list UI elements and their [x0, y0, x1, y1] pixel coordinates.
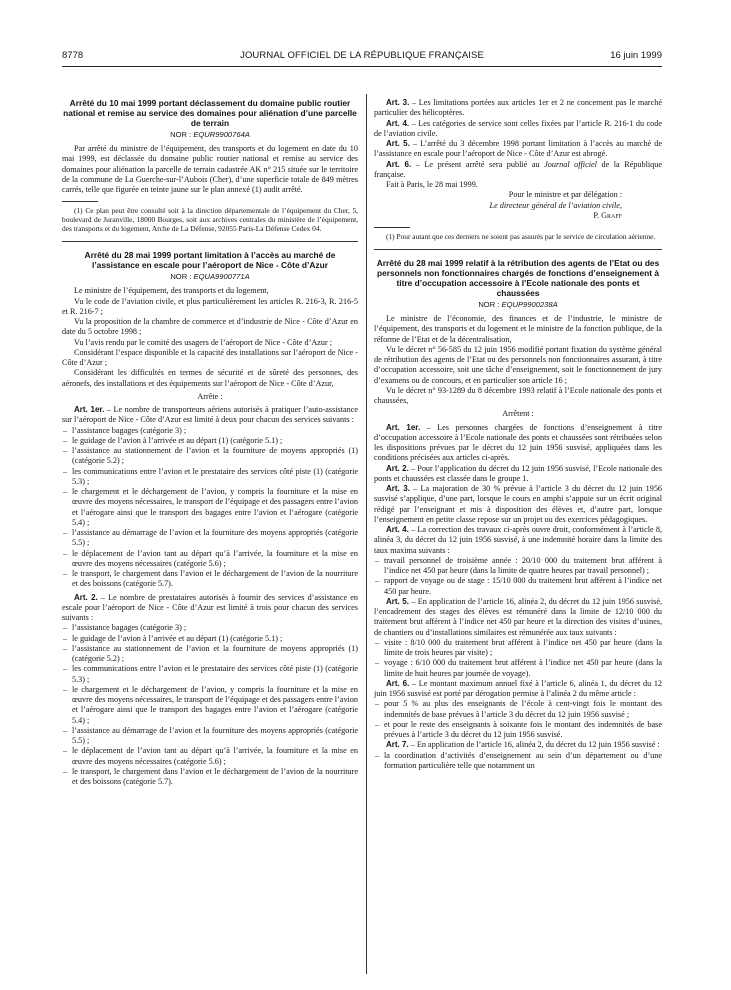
article-1: Art. 1er. – Les personnes chargées de fonctions d’enseignement à titre d’occupation accessoire à l’Ecole nationale des ponts et chaussées sont rétribuées selon les dispositions prévues par le décret du 12 juin 1956 susvisé, appliquées dans les conditions précisées aux articles ci-après.: [374, 422, 662, 463]
list-item: – les communications entre l’avion et le prestataire des services côté piste (1) (catégorie 5.3) ;: [72, 467, 358, 488]
list-item: – le chargement et le déchargement de l’avion, y compris la fourniture et la mise en œuvre des moyens nécessaires, le transport de l’équipage et des passagers entre l’avion et l’aérogare ainsi que le transport des bagages entre l’avion et l’aérogare (catégorie 5.4) ;: [72, 685, 358, 726]
page-number: 8778: [62, 50, 84, 61]
article-6: Art. 6. – Le montant maximum annuel fixé à l’article 6, alinéa 1, du décret du 12 juin 1956 susvisé est porté par dérogation permise à l’alinéa 2 du même article :: [374, 678, 663, 698]
nor-code: EQUR9900764A: [193, 130, 250, 139]
article-label: Art. 4.: [386, 525, 409, 534]
footnote: (1) Ce plan peut être consulté soit à la direction départementale de l’équipement du Cher, 5, boulevard de Juranville, 18000 Bourges, soit aux archives centrales du ministère de l’équipement, des transports et du logement, Arche de La Défense, 92055 Paris-La Défense Cedex 04.: [62, 206, 358, 234]
rate-list: [374, 556, 662, 597]
list-item: – le déplacement de l’avion tant au départ qu’à l’arrivée, la fourniture et la mise en œuvre des moyens nécessaires (catégorie 5.6) ;: [72, 746, 358, 767]
article-5: Art. 5. – L’arrêté du 3 décembre 1998 portant limitation à l’accès au marché de l’assistance en escale pour l’aéroport de Nice - Côte d’Azur est abrogé.: [374, 139, 663, 159]
right-column: [374, 98, 662, 771]
service-list: [62, 623, 358, 787]
nor-reference: NOR : EQUR9900764A: [170, 130, 250, 139]
header-rule: [62, 66, 662, 67]
article-label: Art. 6.: [386, 678, 410, 688]
nor-code: EQUA9900771A: [193, 272, 250, 282]
list-item: – l’assistance bagages (catégorie 3) ;: [72, 426, 358, 436]
article-2: Art. 2. – Pour l’application du décret du 12 juin 1956 susvisé, l’Ecole nationale des ponts et chaussées est classée dans le groupe 1.: [374, 463, 663, 483]
rate-list: [374, 751, 662, 772]
list-item: – rapport de voyage ou de stage : 15/10 000 du traitement brut afférent à l’indice net 450 par heure.: [384, 576, 662, 597]
article-label: Art. 3.: [386, 98, 410, 107]
nor-reference: NOR : EQUA9900771A: [170, 272, 250, 282]
visa: Vu l’avis rendu par le comité des usagers de l’aéroport de Nice - Côte d’Azur ;: [74, 337, 333, 347]
list-item: – le guidage de l’avion à l’arrivée et au départ (1) (catégorie 5.1) ;: [72, 436, 358, 446]
article-7: Art. 7. – En application de l’article 16, alinéa 2, du décret du 12 juin 1956 susvisé :: [386, 740, 660, 750]
preamble: Le ministre de l’économie, des finances et de l’industrie, le ministre de l’équipement, des transports et du logement et le ministre de la fonction publique, de la réforme de l’Etat et de la décentralisation,: [374, 314, 662, 344]
nor-code: EQUP9900238A: [501, 300, 558, 309]
decree-title: Arrêté du 28 mai 1999 portant limitation à l’accès au marché de l’assistance en escale pour l’aéroport de Nice - Côte d’Azur: [84, 250, 336, 271]
decree-title: Arrêté du 10 mai 1999 portant déclassement du domaine public routier national et remise au service des domaines pour aliénation d’une parcelle de terrain: [63, 98, 357, 128]
article-label: Art. 2.: [74, 592, 98, 602]
decree-nice-airport-continued: [374, 98, 662, 241]
list-item: – le chargement et le déchargement de l’avion, y compris la fourniture et la mise en œuvre des moyens nécessaires, le transport de l’équipage et des passagers entre l’avion et l’aérogare ainsi que le transport des bagages entre l’avion et l’aérogare (catégorie 5.4) ;: [72, 487, 358, 528]
preamble: Le ministre de l’équipement, des transports et du logement,: [74, 286, 269, 296]
list-item: – le guidage de l’avion à l’arrivée et au départ (1) (catégorie 5.1) ;: [72, 634, 358, 644]
footnote: (1) Pour autant que ces derniers ne soient pas assurés par le service de circulation aérienne.: [386, 232, 656, 241]
list-item: – l’assistance au stationnement de l’avion et la fourniture de moyens appropriés (1) (catégorie 5.2) ;: [72, 644, 358, 665]
article-label: Art. 5.: [386, 139, 410, 148]
journal-title: JOURNAL OFFICIEL DE LA RÉPUBLIQUE FRANÇAISE: [240, 50, 484, 61]
arrete-heading: Arrête :: [197, 391, 223, 401]
list-item: – l’assistance au démarrage de l’avion et la fourniture des moyens appropriés (catégorie 5.5) ;: [72, 528, 358, 549]
decree-domaine: [62, 98, 358, 233]
list-item: – l’assistance bagages (catégorie 3) ;: [72, 623, 358, 633]
article-3: Art. 3. – La majoration de 30 % prévue à l’article 3 du décret du 12 juin 1956 susvisé s’applique, d’une part, lorsque le cours en amphi s’appuie sur un écrit original rédigé par l’enseignant et mis à disposition des élèves et, d’autre part, lorsque l’enseignement en petite classe repose sur un projet ou des exercices pédagogiques.: [374, 484, 663, 524]
article-separator: [374, 249, 662, 250]
list-item: – l’assistance au démarrage de l’avion et la fourniture des moyens appropriés (catégorie 5.5) ;: [72, 726, 358, 747]
article-label: Art. 2.: [386, 463, 409, 473]
signature-date: Fait à Paris, le 28 mai 1999.: [386, 180, 478, 189]
considerant: Considérant l’espace disponible et la capacité des installations sur l’aéroport de Nice - Côte d’Azur ;: [62, 347, 358, 367]
article-label: Art. 3.: [386, 484, 410, 493]
article-2: Art. 2. – Le nombre de prestataires autorisés à fournir des services d’assistance en escale pour l’aéroport de Nice - Côte d’Azur est limité à trois pour chacun des services suivants :: [62, 592, 358, 622]
article-label: Art. 4.: [386, 118, 410, 128]
article-label: Art. 7.: [386, 740, 409, 750]
list-item: – la coordination d’activités d’enseignement au sein d’un département ou d’une formation particulière telle que notamment un: [384, 751, 662, 772]
footnote-rule: [374, 227, 410, 228]
article-6: Art. 6. – Le présent arrêté sera publié au Journal officiel de la République française.: [374, 159, 662, 179]
rate-list: [374, 699, 662, 740]
left-column: [62, 98, 358, 787]
service-list: [62, 426, 358, 590]
article-separator: [62, 241, 358, 242]
article-5: Art. 5. – En application de l’article 16, alinéa 2, du décret du 12 juin 1956 susvisé, l’encadrement des stages des élèves est rémunéré dans la limite de 12/10 000 du traitement brut afférent à l’indice net 450 par heure et la direction des visites d’usines, de chantiers ou d’installations similaires est rémunérée aux taux suivants :: [374, 596, 663, 637]
rate-list: [374, 638, 662, 679]
list-item: – et pour le reste des enseignants à soixante fois le montant des indemnités de base prévues à l’article 3 du décret du 12 juin 1956 susvisé.: [384, 720, 662, 741]
arretent-heading: Arrêtent :: [502, 409, 534, 419]
visa: Vu la proposition de la chambre de commerce et d’industrie de Nice - Côte d’Azur en date du 5 octobre 1998 ;: [62, 317, 358, 337]
article-label: Art. 1er.: [386, 422, 421, 432]
list-item: – le déplacement de l’avion tant au départ qu’à l’arrivée, la fourniture et la mise en œuvre des moyens nécessaires (catégorie 5.6) ;: [72, 549, 358, 570]
article-3: Art. 3. – Les limitations portées aux articles 1er et 2 ne concernent pas le marché particulier des hélicoptères.: [374, 98, 662, 118]
article-4: Art. 4. – La correction des travaux ci-après ouvre droit, conformément à l’article 8, alinéa 3, du décret du 12 juin 1956 susvisé, à une indemnité horaire dans la limite des taux maxima suivants :: [374, 525, 662, 555]
article-label: Art. 6.: [386, 159, 412, 169]
journal-name: Journal officiel: [544, 159, 597, 169]
list-item: – visite : 8/10 000 du traitement brut afférent à l’indice net 450 par heure (dans la limite de trois heures par visite) ;: [384, 638, 662, 659]
list-item: – voyage : 6/10 000 du traitement brut afférent à l’indice net 450 par heure (dans la limite de huit heures par journée de voyage).: [384, 658, 662, 679]
article-4: Art. 4. – Les catégories de service sont celles fixées par l’article R. 216-1 du code de l’aviation civile.: [374, 118, 663, 138]
footnote-rule: [62, 201, 98, 202]
page-header: [62, 50, 662, 64]
decree-nice-airport: [62, 250, 358, 787]
column-divider: [366, 94, 367, 974]
article-label: Art. 1er.: [74, 405, 105, 414]
decree-ponts-chaussees: [374, 258, 662, 771]
list-item: – pour 5 % au plus des enseignants de l’école à cent-vingt fois le montant des indemnités de base prévues à l’article 3 du décret du 12 juin 1956 susvisé ;: [384, 699, 662, 720]
list-item: – l’assistance au stationnement de l’avion et la fourniture de moyens appropriés (1) (catégorie 5.2) ;: [72, 446, 358, 467]
visa: Vu le décret n° 56-585 du 12 juin 1956 modifié portant fixation du système général de rétribution des agents de l’Etat ou des personnels non fonctionnaires assurant, à titre d’occupation accessoire, soit une tâche d’enseignement, soit le fonctionnement de jury d’examens ou de concours, et en particulier son article 16 ;: [374, 344, 662, 385]
list-item: – le transport, le chargement dans l’avion et le déchargement de l’avion de la nourriture et des boissons (catégorie 5.7).: [72, 569, 358, 590]
visa: Vu le code de l’aviation civile, et plus particulièrement les articles R. 216-3, R. 216-5 et R. 216-7 ;: [62, 296, 358, 316]
issue-date: 16 juin 1999: [610, 50, 662, 61]
decree-title: Arrêté du 28 mai 1999 relatif à la rétribution des agents de l’Etat ou des personnels non fonctionnaires chargés de fonctions d’enseignement à titre d’occupation accessoire à l’Ecole nationale des ponts et chaussées: [376, 258, 660, 298]
article-label: Art. 5.: [386, 596, 409, 606]
nor-reference: NOR : EQUP9900238A: [478, 300, 558, 309]
decree-body: Par arrêté du ministre de l’équipement, des transports et du logement en date du 10 mai 1999, est déclassée du domaine public routier national et remise au service des domaines pour aliénation la parcelle de terrain cadastrée AK n° 215 située sur le territoire de la commune de La Guerche-sur-l’Aubois (Cher), d’une superficie totale de 849 mètres carrés, telle que figurée en teinte jaune sur le plan annexé (1) audit arrêté.: [62, 144, 358, 194]
list-item: – les communications entre l’avion et le prestataire des services côté piste (1) (catégorie 5.3) ;: [72, 664, 358, 685]
list-item: – le transport, le chargement dans l’avion et le déchargement de l’avion de la nourriture et des boissons (catégorie 5.7).: [72, 767, 358, 788]
article-1: Art. 1er. – Le nombre de transporteurs aériens autorisés à pratiquer l’auto-assistance sur l’aéroport de Nice - Côte d’Azur est limité à deux pour chacun des services suivants :: [62, 405, 358, 425]
considerant: Considérant les difficultés en termes de sécurité et de sûreté des personnes, des aéronefs, des installations et des équipements sur l’aéroport de Nice - Côte d’Azur,: [62, 368, 358, 388]
signature-line: Le directeur général de l’aviation civile,: [489, 200, 622, 210]
signatory-name: P. Graff: [593, 210, 622, 220]
list-item: – travail personnel de troisième année : 20/10 000 du traitement brut afférent à l’indice net 450 par heure (dans la limite de quatre heures par travail personnel) ;: [384, 556, 662, 577]
visa: Vu le décret n° 93-1289 du 8 décembre 1993 relatif à l’Ecole nationale des ponts et chaussées,: [374, 385, 662, 405]
signature-line: Pour le ministre et par délégation :: [508, 190, 622, 200]
